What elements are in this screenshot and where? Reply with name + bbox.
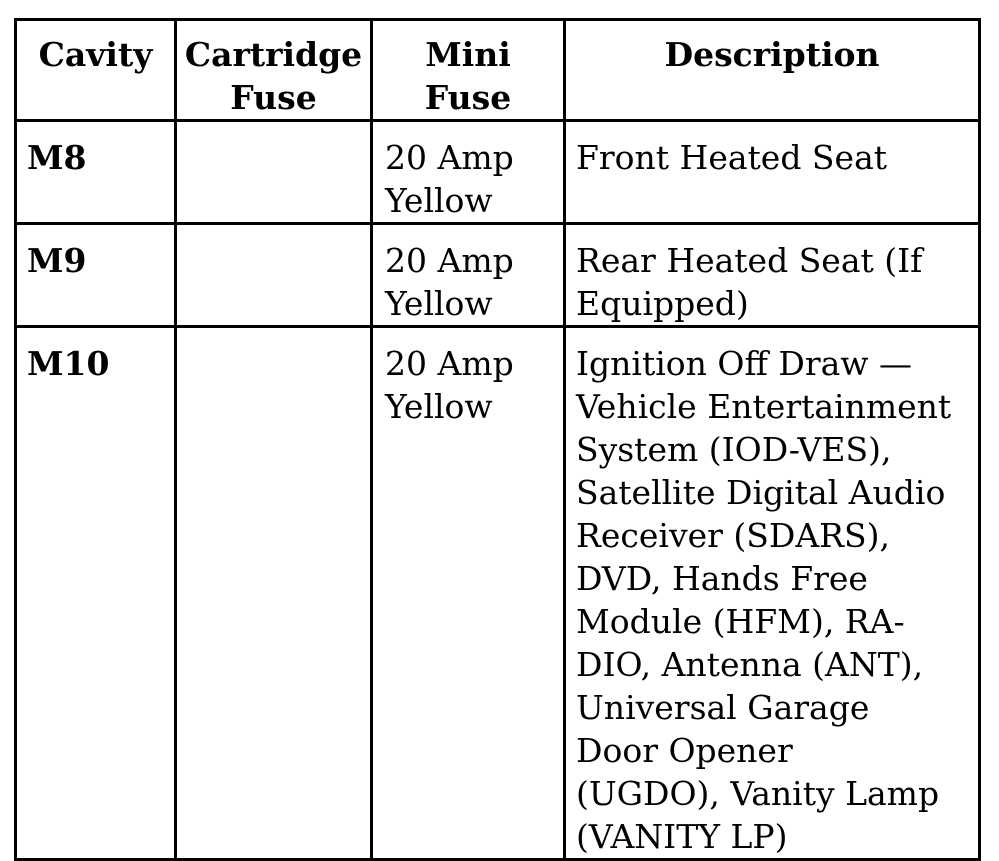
cartridge-fuse-cell (176, 327, 372, 860)
description-line: Universal Garage (576, 688, 870, 727)
description-line: DVD, Hands Free (576, 559, 868, 598)
description-line: (UGDO), Vanity Lamp (576, 774, 940, 813)
cartridge-fuse-cell (176, 121, 372, 224)
description-line: DIO, Antenna (ANT), (576, 645, 924, 684)
description-line: Front Heated Seat (576, 138, 888, 177)
cavity-cell: M8 (16, 121, 176, 224)
mini-fuse-line: Yellow (385, 181, 493, 220)
fuse-table (14, 18, 981, 861)
description-cell (565, 327, 980, 860)
description-cell (565, 224, 980, 327)
cavity-cell: M10 (16, 327, 176, 860)
mini-fuse-line: 20 Amp (385, 241, 514, 280)
header-cavity-line: Cavity (38, 35, 153, 74)
description-line: Receiver (SDARS), (576, 516, 890, 555)
mini-fuse-line: 20 Amp (385, 344, 514, 383)
description-line: (VANITY LP) (576, 817, 788, 856)
description-line: Ignition Off Draw — (576, 344, 913, 383)
table-row (16, 121, 980, 224)
mini-fuse-cell (372, 224, 565, 327)
header-cavity (16, 20, 176, 121)
header-mini-fuse-line: Mini (425, 35, 511, 74)
header-description (565, 20, 980, 121)
cartridge-fuse-cell (176, 224, 372, 327)
mini-fuse-cell (372, 121, 565, 224)
mini-fuse-line: Yellow (385, 387, 493, 426)
header-cartridge-fuse-line: Fuse (230, 78, 317, 117)
table-row (16, 224, 980, 327)
header-mini-fuse-line: Fuse (424, 78, 512, 117)
description-line: Module (HFM), RA- (576, 602, 905, 641)
description-cell (565, 121, 980, 224)
header-description-line: Description (664, 35, 880, 74)
description-line: Rear Heated Seat (If (576, 241, 923, 280)
table-row (16, 327, 980, 860)
mini-fuse-cell (372, 327, 565, 860)
description-line: Vehicle Entertainment (576, 387, 952, 426)
description-line: Satellite Digital Audio (576, 473, 946, 512)
mini-fuse-line: 20 Amp (385, 138, 514, 177)
header-cartridge-fuse-line: Cartridge (184, 35, 363, 74)
description-line: Equipped) (576, 284, 749, 323)
header-cartridge-fuse (176, 20, 372, 121)
description-line: System (IOD-VES), (576, 430, 892, 469)
cavity-cell: M9 (16, 224, 176, 327)
description-line: Door Opener (576, 731, 793, 770)
mini-fuse-line: Yellow (385, 284, 493, 323)
header-row (16, 20, 980, 121)
header-mini-fuse (372, 20, 565, 121)
